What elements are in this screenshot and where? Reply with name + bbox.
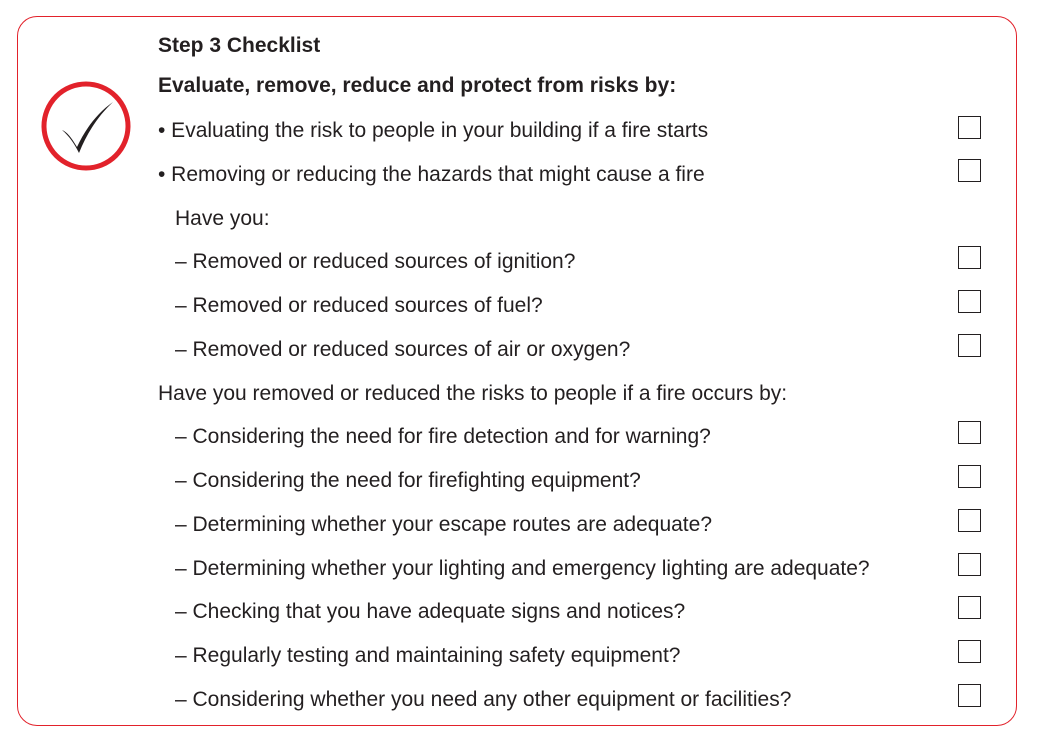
checklist-item-signs-notices: – Checking that you have adequate signs and notices? bbox=[175, 600, 686, 623]
checkbox-other-equipment[interactable] bbox=[958, 684, 981, 707]
checkmark-circle-icon bbox=[40, 80, 132, 172]
checklist-item-evaluate-risk: • Evaluating the risk to people in your building if a fire starts bbox=[158, 119, 709, 142]
checklist-item-lighting: – Determining whether your lighting and emergency lighting are adequate? bbox=[175, 557, 870, 580]
checklist-item-fuel: – Removed or reduced sources of fuel? bbox=[175, 294, 543, 317]
checklist-item-oxygen: – Removed or reduced sources of air or oxygen? bbox=[175, 338, 631, 361]
checklist-subtitle: Evaluate, remove, reduce and protect from risks by: bbox=[158, 74, 677, 97]
checklist-item-ignition: – Removed or reduced sources of ignition? bbox=[175, 250, 576, 273]
checklist-item-other-equipment: – Considering whether you need any other equipment or facilities? bbox=[175, 688, 792, 711]
checkbox-lighting[interactable] bbox=[958, 553, 981, 576]
checkbox-testing-maintaining[interactable] bbox=[958, 640, 981, 663]
checklist-item-remove-hazards: • Removing or reducing the hazards that might cause a fire bbox=[158, 163, 705, 186]
risk-reduction-label: Have you removed or reduced the risks to people if a fire occurs by: bbox=[158, 382, 788, 405]
checkbox-escape-routes[interactable] bbox=[958, 509, 981, 532]
checklist-item-fire-detection: – Considering the need for fire detection and for warning? bbox=[175, 425, 711, 448]
checklist-item-escape-routes: – Determining whether your escape routes are adequate? bbox=[175, 513, 712, 536]
checklist-title: Step 3 Checklist bbox=[158, 34, 321, 57]
checkbox-ignition[interactable] bbox=[958, 246, 981, 269]
checklist-item-firefighting-equipment: – Considering the need for firefighting equipment? bbox=[175, 469, 641, 492]
have-you-label: Have you: bbox=[175, 207, 270, 230]
checkbox-fire-detection[interactable] bbox=[958, 421, 981, 444]
checkbox-oxygen[interactable] bbox=[958, 334, 981, 357]
checkbox-signs-notices[interactable] bbox=[958, 596, 981, 619]
checkbox-remove-hazards[interactable] bbox=[958, 159, 981, 182]
checkbox-fuel[interactable] bbox=[958, 290, 981, 313]
checkbox-firefighting-equipment[interactable] bbox=[958, 465, 981, 488]
checkbox-evaluate-risk[interactable] bbox=[958, 116, 981, 139]
checklist-item-testing-maintaining: – Regularly testing and maintaining safety equipment? bbox=[175, 644, 681, 667]
